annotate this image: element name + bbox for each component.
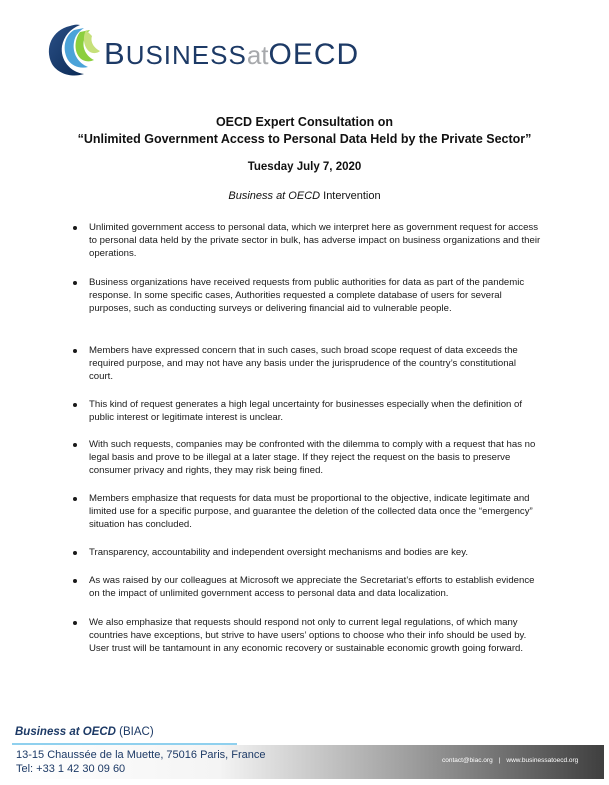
footer-address-block — [16, 748, 265, 776]
bullet-dot-icon — [73, 579, 77, 583]
contact-separator: | — [498, 757, 501, 764]
contact-email-link[interactable]: contact@biac.org — [442, 757, 493, 764]
footer-phone: Tel: +33 1 42 30 09 60 — [16, 763, 126, 775]
logo-wordmark: BUSINESSatOECD — [104, 36, 360, 71]
bullet-dot-icon — [73, 551, 77, 555]
title-line-1: OECD Expert Consultation on — [215, 115, 394, 129]
subtitle-rest: Intervention — [320, 190, 381, 202]
list-item: As was raised by our colleagues at Microsoft we appreciate the Secretariat’s efforts to establish evidence on the impact of unlimited government access to personal data and data localization. — [89, 574, 541, 600]
bullet-dot-icon — [73, 349, 77, 353]
title-line-2: “Unlimited Government Access to Personal Data Held by the Private Sector” — [77, 132, 532, 146]
bullet-dot-icon — [73, 621, 77, 625]
footer-contact — [442, 757, 578, 764]
list-item: We also emphasize that requests should respond not only to current legal regulations, of which many countries have exceptions, but strive to have users’ options to choose who their info should be used by. User trust will be tantamount in any economic recovery or sustainable economic growth going forward. — [89, 616, 541, 655]
list-item: With such requests, companies may be confronted with the dilemma to comply with a request that has no legal basis and prove to be illegal at a later stage. If they reject the request on the basis to preserve consumer privacy and rights, they may risk being fined. — [89, 438, 541, 477]
business-at-oecd-logo — [40, 20, 420, 82]
bullet-dot-icon — [73, 443, 77, 447]
oecd-swoosh-icon — [40, 20, 106, 80]
bullet-dot-icon — [73, 403, 77, 407]
bullet-dot-icon — [73, 497, 77, 501]
bullet-dot-icon — [73, 281, 77, 285]
subtitle-org: Business at OECD — [228, 190, 321, 202]
list-item: Business organizations have received requests from public authorities for data as part of the pandemic response. In some specific cases, Authorities requested a complete database of users for several purposes, such as conducting surveys or delivering financial aid to vulnerable people. — [89, 276, 541, 315]
list-item: This kind of request generates a high legal uncertainty for businesses especially when the definition of public interest or legitimate interest is unclear. — [89, 398, 541, 424]
bullet-dot-icon — [73, 226, 77, 230]
list-item: Members have expressed concern that in such cases, such broad scope request of data exceeds the required purpose, and may not have any basis under the jurisprudence of the country’s constitutional court. — [89, 344, 541, 383]
document-subtitle — [40, 190, 569, 202]
list-item: Unlimited government access to personal data, which we interpret here as government request for access to personal data held by the private sector in bulk, has adverse impact on business organizations and their operations. — [89, 221, 541, 260]
document-title — [40, 114, 569, 148]
website-link[interactable]: www.businessatoecd.org — [506, 757, 579, 764]
document-date: Tuesday July 7, 2020 — [247, 161, 362, 173]
list-item: Transparency, accountability and independent oversight mechanisms and bodies are key. — [89, 546, 541, 559]
list-item: Members emphasize that requests for data must be proportional to the objective, indicate legitimate and limited use for a specific purpose, and guarantee the deletion of the collected data once the “emergency” situation has concluded. — [89, 492, 541, 531]
footer-organization: Business at OECD (BIAC) — [15, 726, 154, 738]
footer-address: 13-15 Chaussée de la Muette, 75016 Paris, France — [16, 749, 266, 761]
